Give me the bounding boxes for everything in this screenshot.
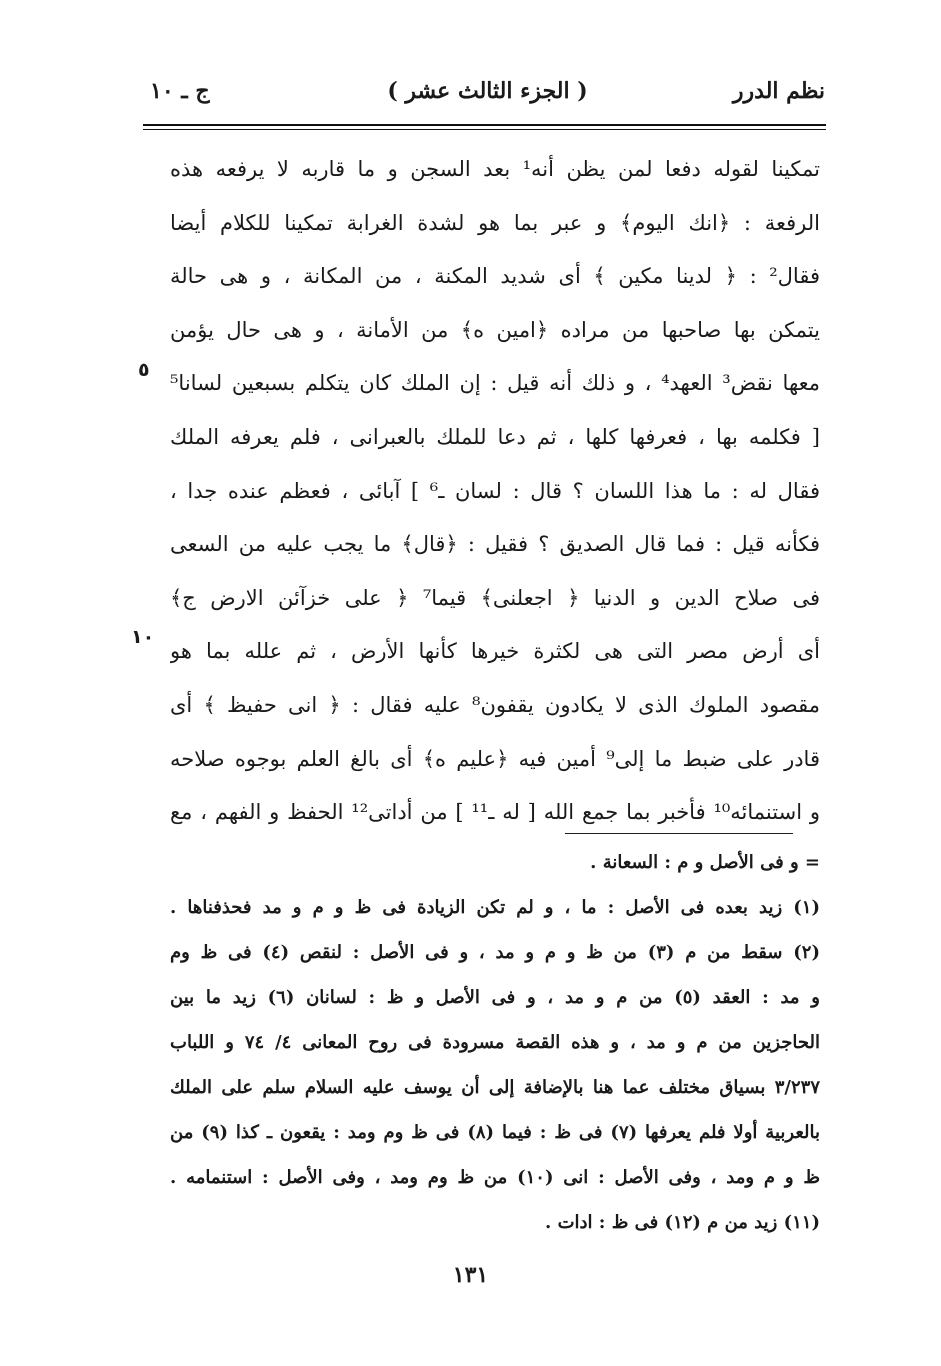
footnote-line: (١١) زيد من م (١٢) فى ظ : ادات . xyxy=(545,1212,820,1233)
text-line: فقال له : ما هذا اللسان ؟ قال : لسان ـ⁶ ] آبائى ، فعظم عنده جدا ، xyxy=(170,478,820,503)
header-rule-thin xyxy=(143,129,826,130)
text-line: تمكينا لقوله دفعا لمن يظن أنه¹ بعد السجن و ما قاربه لا يرفعه هذه xyxy=(170,157,820,181)
footnote-line: = و فى الأصل و م : السعانة . xyxy=(590,852,820,873)
text-line: أى أرض مصر التى هى لكثرة خيرها كأنها الأرض ، ثم علله بما هو xyxy=(170,639,820,664)
footnote-line: (٢) سقط من م (٣) من ظ و م و مد ، و فى الأصل : لنقص (٤) فى ظ وم xyxy=(170,942,820,963)
footnote-separator xyxy=(565,833,793,834)
text-line: [ فكلمه بها ، فعرفها كلها ، ثم دعا للملك بالعبرانى ، فلم يعرفه الملك xyxy=(170,424,820,449)
text-line: الرفعة : ﴿انك اليوم﴾ و عبر بما هو لشدة الغرابة تمكينا للكلام أيضا xyxy=(170,210,820,235)
running-header xyxy=(150,78,825,118)
text-line: فى صلاح الدين و الدنيا ﴿ اجعلنى﴾ قيما⁷ ﴿ على خزآئن الارض ج﴾ xyxy=(170,585,820,610)
text-line: فكأنه قيل : فما قال الصديق ؟ فقيل : ﴿قال﴾ ما يجب عليه من السعى xyxy=(170,532,820,557)
footnote-line: ظ و م ومد ، وفى الأصل : انى (١٠) من ظ وم ومد ، وفى الأصل : استنمامه . xyxy=(170,1167,820,1188)
footnote-line: و مد : العقد (٥) من م و مد ، و فى الأصل و ظ : لسانان (٦) زيد ما بين xyxy=(170,987,820,1008)
footnote-line: (١) زيد بعده فى الأصل : ما ، و لم تكن الزيادة فى ظ و م و مد فحذفناها . xyxy=(170,897,820,918)
part-title: ( الجزء الثالث عشر ) xyxy=(387,78,588,104)
book-title: نظم الدرر xyxy=(732,78,825,104)
main-text xyxy=(170,143,820,843)
text-line: يتمكن بها صاحبها من مراده ﴿امين ه﴾ من الأمانة ، و هى حال يؤمن xyxy=(170,317,820,342)
text-line: مقصود الملوك الذى لا يكادون يقفون⁸ عليه فقال : ﴿ انى حفيظ ﴾ أى xyxy=(170,692,820,717)
footnote-line: ٣/٢٣٧ بسياق مختلف عما هنا بالإضافة إلى أن يوسف عليه السلام سلم على الملك xyxy=(170,1077,820,1098)
footnote-line: الحاجزين من م و مد ، و هذه القصة مسرودة فى روح المعانى ٤/ ٧٤ و اللباب xyxy=(170,1032,820,1053)
footnote-line: بالعربية أولا فلم يعرفها (٧) فى ظ : فيما (٨) فى ظ وم ومد : يقعون ـ كذا (٩) من xyxy=(170,1122,820,1143)
header-rule-thick xyxy=(143,124,826,126)
line-number-5: ٥ xyxy=(138,359,150,381)
text-line: و استنمائه¹⁰ فأخبر بما جمع الله [ له ـ¹¹ ] من أداتى¹² الحفظ و الفهم ، مع xyxy=(170,800,820,825)
text-line: قادر على ضبط ما إلى⁹ أمين فيه ﴿عليم ه﴾ أى بالغ العلم بوجوه صلاحه xyxy=(170,746,820,771)
footnotes xyxy=(170,840,820,1245)
volume-number: ج ـ ١٠ xyxy=(150,78,210,104)
page-number: ١٣١ xyxy=(452,1262,489,1288)
text-line: معها نقض³ العهد⁴ ، و ذلك أنه قيل : إن الملك كان يتكلم بسبعين لسانا⁵ xyxy=(170,371,820,396)
text-line: فقال² : ﴿ لدينا مكين ﴾ أى شديد المكنة ، من المكانة ، و هى حالة xyxy=(170,264,820,289)
line-number-10: ١٠ xyxy=(131,626,155,648)
